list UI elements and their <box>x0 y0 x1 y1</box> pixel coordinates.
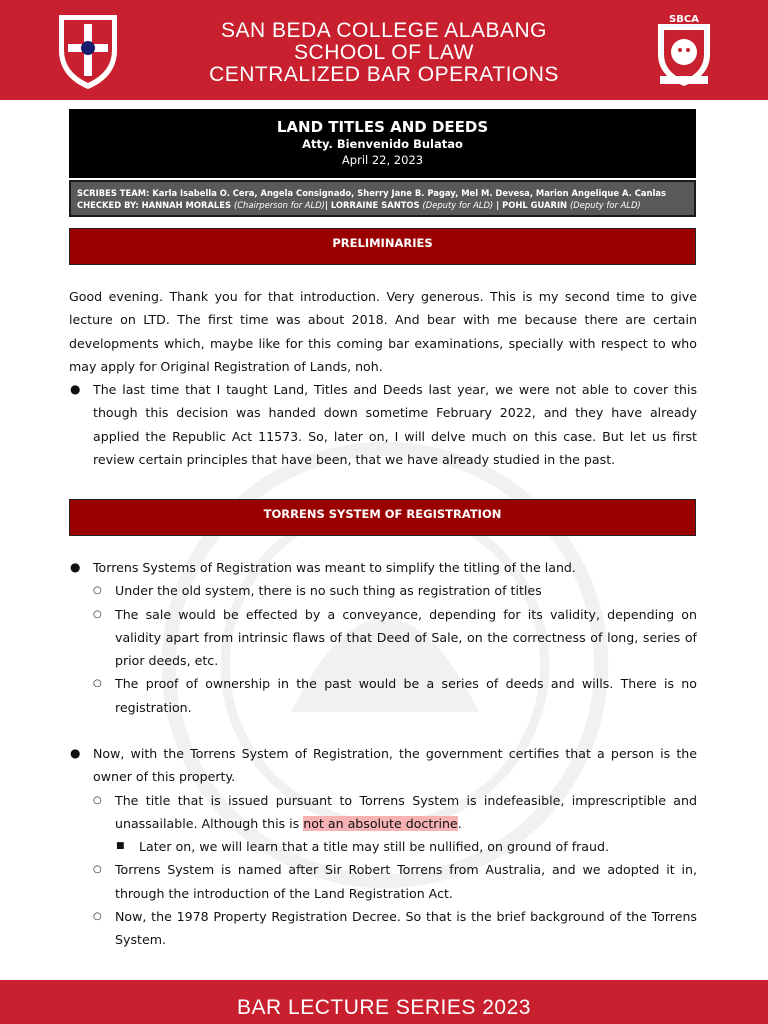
checked-by-line <box>77 199 694 211</box>
footer-text: BAR LECTURE SERIES 2023 <box>237 996 531 1019</box>
sbca-logo-text: SBCA <box>669 14 699 25</box>
page-footer <box>0 980 768 1024</box>
checked-by-sep-2: | POHL GUARIN <box>493 200 570 210</box>
section-preliminaries-body <box>69 285 697 471</box>
bullet-icon: ● <box>70 382 81 397</box>
list-item <box>69 378 697 471</box>
checked-by-sep-1: | LORRAINE SANTOS <box>324 200 423 210</box>
list-item-text: Now, the 1978 Property Registration Decree. So that is the brief background of the Torrens System. <box>115 909 697 948</box>
circle-bullet-icon: ○ <box>93 794 102 806</box>
bullet-icon: ● <box>70 560 81 574</box>
header-line-2: SCHOOL OF LAW <box>294 41 474 64</box>
lecture-date: April 22, 2023 <box>341 153 424 167</box>
intro-paragraph: Good evening. Thank you for that introduction. Very generous. This is my second time to give lecture on LTD. The first time was about 2018. And bear with me because there are certain developments which, maybe like for this coming bar examinations, specially with respect to who may apply for Original Registration of Lands, noh. <box>69 289 697 374</box>
document-title: LAND TITLES AND DEEDS <box>276 118 489 136</box>
circle-bullet-icon: ○ <box>93 678 102 690</box>
section-torrens-body <box>69 556 697 719</box>
list-item <box>69 905 697 952</box>
text-segment: The title that is issued pursuant to Torrens System is indefeasible, imprescriptible and unassailable. Although this is <box>115 792 697 831</box>
checked-by-role-3: (Deputy for ALD) <box>570 200 641 210</box>
list-item-text: The proof of ownership in the past would be a series of deeds and wills. There is no registration. <box>115 676 697 715</box>
list-item <box>69 672 697 719</box>
list-item-text: The last time that I taught Land, Titles and Deeds last year, we were not able to cover this though this decision was handed down sometime February 2022, and they have already applied the Republic Act 11573. So, later on, I will delve much on this case. But let us first review certain principles that have been, that we have already studied in the past. <box>93 382 697 468</box>
list-item-text: Torrens System is named after Sir Robert Torrens from Australia, and we adopted it in, through the introduction of the Land Registration Act. <box>115 862 697 901</box>
list-item <box>69 742 697 789</box>
circle-bullet-icon: ○ <box>93 585 102 597</box>
list-item <box>69 789 697 836</box>
bullet-icon: ● <box>70 746 81 760</box>
list-item-text: Under the old system, there is no such thing as registration of titles <box>115 583 542 599</box>
header-title <box>150 20 618 86</box>
list-item <box>69 858 697 905</box>
list-item <box>69 835 697 858</box>
lecturer-name: Atty. Bienvenido Bulatao <box>302 137 463 151</box>
list-item-text: Now, with the Torrens System of Registration, the government certifies that a person is the owner of this property. <box>93 746 697 785</box>
header-line-1: SAN BEDA COLLEGE ALABANG <box>221 19 547 42</box>
section-heading-preliminaries: PRELIMINARIES <box>69 228 696 265</box>
list-item-text: The sale would be effected by a conveyance, depending for its validity, depending on validity apart from intrinsic flaws of that Deed of Sale, on the correctness of long, series of prior deeds, etc. <box>115 606 697 669</box>
checked-by-role-1: (Chairperson for ALD) <box>233 200 325 210</box>
circle-bullet-icon: ○ <box>93 608 102 620</box>
square-bullet-icon: ■ <box>116 841 125 852</box>
circle-bullet-icon: ○ <box>93 911 102 923</box>
list-item-text <box>115 793 697 831</box>
checked-by-role-2: (Deputy for ALD) <box>422 200 494 210</box>
list-item <box>69 603 697 673</box>
section-heading-torrens: TORRENS SYSTEM OF REGISTRATION <box>69 499 696 536</box>
page-header <box>0 0 768 100</box>
list-item-text: Later on, we will learn that a title may still be nullified, on ground of fraud. <box>139 839 610 855</box>
text-segment: . <box>457 815 462 831</box>
document-title-box <box>69 109 696 178</box>
circle-bullet-icon: ○ <box>93 864 102 876</box>
list-item <box>69 579 697 602</box>
checked-by-label: CHECKED BY: HANNAH MORALES <box>77 200 234 210</box>
list-item-text: Torrens Systems of Registration was meant to simplify the titling of the land. <box>93 560 576 575</box>
school-crest-icon <box>56 10 120 90</box>
highlighted-text: not an absolute doctrine <box>303 815 458 831</box>
section-torrens-body-2 <box>69 742 697 952</box>
scribes-box <box>69 180 696 217</box>
sbca-lion-logo-icon <box>652 10 716 90</box>
header-line-3: CENTRALIZED BAR OPERATIONS <box>209 63 559 86</box>
scribes-team-line: SCRIBES TEAM: Karla Isabella O. Cera, Angela Consignado, Sherry Jane B. Pagay, Mel M. Devesa, Marion Angelique A. Canlas <box>77 188 666 198</box>
list-item <box>69 556 697 579</box>
